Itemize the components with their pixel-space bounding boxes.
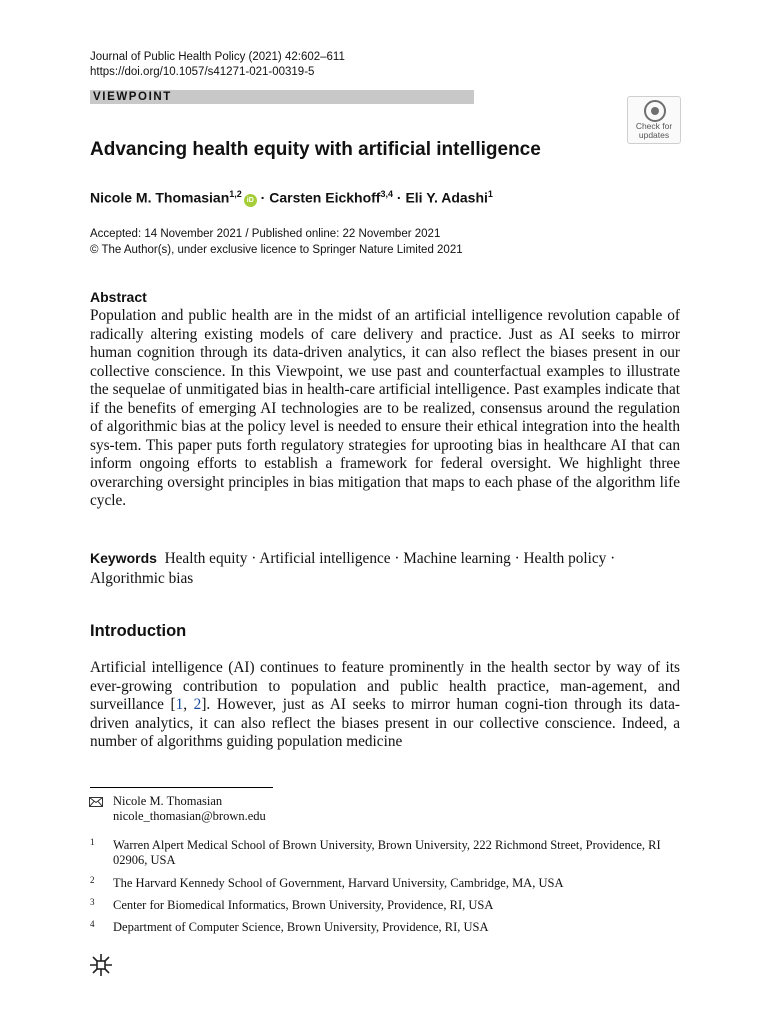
abstract-text: Population and public health are in the midst of an artificial intelligence revolution capable of radically altering existing models of care delivery and practice. Just as AI seeks to mirror human cognition through its data-driven analytics, it can also reflect the biases present in our collective conscience. In this Viewpoint, we use past and counterfactual examples to illustrate the sequelae of unmitigated bias in health-care artificial intelligence. Past examples indicate that if the benefits of emerging AI technologies are to be realized, consensus around the regulation of algorithmic bias at the policy level is needed to ensure their ethical integration into the health sys-tem. This paper puts forth regulatory strategies for uprooting bias in healthcare AI that can inform ongoing efforts to establish a framework for federal oversight. We highlight three overarching oversight principles in bias mitigation that maps to each phase of the algorithm life cycle. bbox=[90, 307, 680, 509]
corresponding-name: Nicole M. Thomasian bbox=[113, 794, 223, 808]
corresponding-email[interactable]: nicole_thomasian@brown.edu bbox=[113, 809, 266, 823]
keywords-list: Health equity · Artificial intelligence · Machine learning · Health policy · Algorithmic bias bbox=[90, 550, 616, 587]
intro-text-part: ]. However, just as AI seeks to mirror human cogni-tion through its data-driven analytics, it can also reflect the biases present in our collective conscience. Indeed, a number of algorithms guiding population medicine bbox=[90, 696, 680, 750]
section-label: VIEWPOINT bbox=[93, 91, 172, 103]
author-affiliation-marker: 1,2 bbox=[229, 189, 242, 199]
author-name[interactable]: Carsten Eickhoff bbox=[269, 189, 381, 206]
affiliation-text: Department of Computer Science, Brown University, Providence, RI, USA bbox=[113, 920, 489, 934]
affiliation-text: The Harvard Kennedy School of Government, Harvard University, Cambridge, MA, USA bbox=[113, 876, 564, 890]
affiliation-text: Center for Biomedical Informatics, Brown University, Providence, RI, USA bbox=[113, 898, 494, 912]
corresponding-author bbox=[113, 794, 266, 824]
affiliation-text: Warren Alpert Medical School of Brown University, Brown University, 222 Richmond Street, Providence, RI 02906, USA bbox=[113, 838, 661, 867]
abstract-heading: Abstract bbox=[90, 289, 147, 305]
keywords bbox=[90, 548, 680, 589]
introduction-text bbox=[90, 659, 680, 752]
springer-logo-icon bbox=[89, 953, 113, 977]
accepted-published-line: Accepted: 14 November 2021 / Published online: 22 November 2021 bbox=[90, 228, 441, 240]
article-title: Advancing health equity with artificial intelligence bbox=[90, 139, 541, 160]
journal-citation bbox=[90, 50, 345, 80]
badge-line-2: updates bbox=[638, 130, 670, 140]
affiliation-number: 1 bbox=[90, 837, 95, 847]
orcid-icon[interactable]: iD bbox=[244, 194, 257, 207]
affiliation-number: 2 bbox=[90, 875, 95, 885]
envelope-icon bbox=[89, 797, 103, 807]
author-affiliation-marker: 3,4 bbox=[380, 189, 393, 199]
journal-line: Journal of Public Health Policy (2021) 42:602–611 bbox=[90, 51, 345, 63]
copyright-line: © The Author(s), under exclusive licence to Springer Nature Limited 2021 bbox=[90, 244, 463, 256]
citation-link[interactable]: 2 bbox=[193, 696, 202, 713]
author-name[interactable]: Nicole M. Thomasian bbox=[90, 189, 230, 206]
check-for-updates-badge[interactable] bbox=[627, 96, 681, 144]
badge-line-1: Check for bbox=[635, 121, 673, 131]
citation-link[interactable]: 1 bbox=[175, 696, 184, 713]
keywords-label: Keywords bbox=[90, 550, 157, 566]
intro-text-part: Artificial intelligence (AI) continues to feature prominently in the health sector by way of its ever-growing contribution to population and public health practice, man-agement, and surveillance [ bbox=[90, 659, 680, 713]
affiliation-number: 3 bbox=[90, 897, 95, 907]
check-updates-icon bbox=[644, 100, 666, 122]
author-name[interactable]: Eli Y. Adashi bbox=[405, 189, 488, 206]
affiliation-number: 4 bbox=[90, 919, 95, 929]
author-separator: · bbox=[256, 189, 270, 206]
author-separator: · bbox=[392, 189, 406, 206]
introduction-heading: Introduction bbox=[90, 622, 187, 640]
author-affiliation-marker: 1 bbox=[487, 189, 493, 199]
author-list bbox=[90, 184, 493, 208]
publication-dates bbox=[90, 226, 463, 258]
citation-separator: , bbox=[183, 696, 194, 713]
doi-link[interactable]: https://doi.org/10.1057/s41271-021-00319-5 bbox=[90, 66, 315, 78]
footnote-divider bbox=[90, 787, 273, 788]
